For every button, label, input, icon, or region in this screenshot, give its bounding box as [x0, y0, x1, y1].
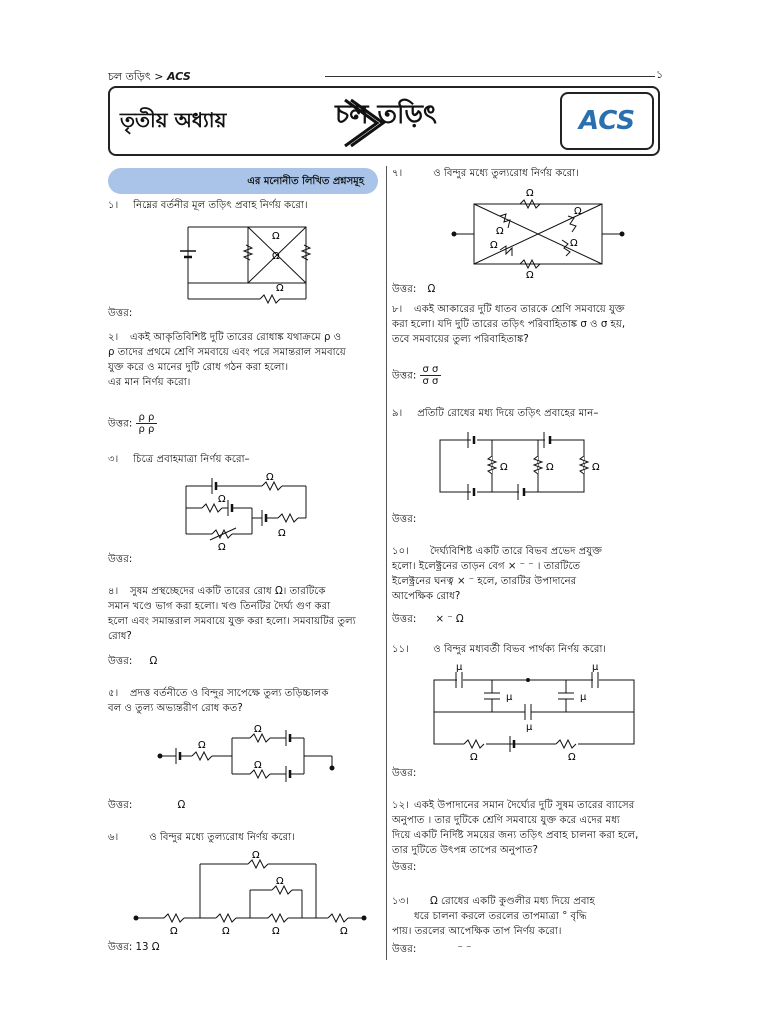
question-text: হলো। ইলেক্ট্রনের তাড়ন বেগ × ⁻ ⁻ । তারটিতে — [392, 561, 581, 572]
question-5 — [108, 686, 378, 716]
ohm-label: Ω — [490, 240, 498, 251]
fraction-denominator: σ σ — [422, 376, 439, 387]
question-13 — [392, 894, 662, 939]
answer-label: উত্তর: — [108, 656, 133, 667]
fraction-numerator: σ σ — [420, 364, 442, 376]
ohm-label: Ω — [170, 926, 178, 937]
question-text: তার দুটিতে উৎপন্ন তাপের অনুপাত? — [392, 845, 538, 856]
question-7 — [392, 166, 579, 181]
fraction-numerator: ρ ρ — [136, 412, 158, 424]
question-text: করা হলো। যদি দুটি তারের তড়িৎ পরিবাহিতাঙ্ক σ ও σ হয়, — [392, 319, 626, 330]
ohm-label: Ω — [278, 528, 286, 539]
micro-label: μ — [456, 662, 463, 673]
acs-mini-logo: ACS — [166, 70, 191, 83]
ohm-label: Ω — [252, 850, 260, 861]
question-text: নিম্নের বর্তনীর মূল তড়িৎ প্রবাহ নির্ণয় করো। — [133, 200, 308, 211]
breadcrumb: চল তড়িৎ > — [108, 70, 164, 83]
ohm-label: Ω — [222, 926, 230, 937]
answer-1: উত্তর: — [108, 308, 133, 319]
circuit-diagram-5 — [156, 726, 346, 786]
question-text: এর মান নির্ণয় করো। — [108, 377, 191, 388]
answer-label: উত্তর: — [392, 944, 417, 955]
circuit-diagram-1 — [180, 215, 320, 305]
ohm-label: Ω — [218, 494, 226, 505]
question-text: ইলেক্ট্রনের ঘনত্ব × ⁻ হলে, তারটির উপাদানের — [392, 576, 577, 587]
question-number: ১৩। — [392, 896, 409, 907]
question-text: রোধ? — [108, 631, 132, 642]
question-6 — [108, 830, 295, 845]
question-8 — [392, 302, 662, 347]
answer-label: উত্তর: — [108, 418, 133, 430]
question-number: ৩। — [108, 454, 119, 465]
micro-label: μ — [506, 692, 513, 703]
question-text: অনুপাত । তার দুটিকে শ্রেণি সমবায়ে যুক্ত করে এদের মধ্য — [392, 815, 620, 826]
ohm-label: Ω — [272, 231, 280, 242]
question-number: ৬। — [108, 832, 119, 843]
micro-label: μ — [580, 692, 587, 703]
ohm-label: Ω — [568, 752, 576, 763]
question-number: ৫। — [108, 688, 119, 699]
column-divider — [386, 166, 387, 960]
question-text: ও বিন্দুর মধ্যবর্তী বিভব পার্থক্য নির্ণয় করো। — [433, 644, 607, 655]
answer-label: উত্তর: — [392, 370, 417, 382]
answer-fraction — [136, 412, 158, 435]
ohm-label: Ω — [340, 926, 348, 937]
ohm-label: Ω — [266, 472, 274, 483]
chapter-label: তৃতীয় অধ্যায় — [120, 108, 227, 132]
answer-value: Ω — [427, 284, 436, 295]
ohm-label: Ω — [570, 238, 578, 249]
ohm-label: Ω — [276, 876, 284, 887]
ohm-label: Ω — [546, 462, 554, 473]
acs-logo-text: ACS — [578, 106, 636, 136]
answer-label: উত্তর: — [392, 284, 417, 295]
question-9 — [392, 406, 598, 421]
answer-value: Ω — [177, 800, 186, 811]
answer-label: উত্তর: — [392, 614, 417, 625]
question-10 — [392, 544, 662, 604]
answer-value: × ⁻ Ω — [435, 614, 464, 625]
answer-9: উত্তর: — [392, 514, 417, 525]
question-4 — [108, 584, 378, 644]
answer-8 — [392, 364, 441, 387]
question-text: একই উপাদানের সমান দৈর্ঘ্যের দুটি সুষম তারের ব্যাসের — [414, 800, 635, 811]
ohm-label: Ω — [500, 462, 508, 473]
ohm-label: Ω — [198, 740, 206, 751]
ohm-label: Ω — [470, 752, 478, 763]
question-text: Ω রোধের একটি কুণ্ডলীর মধ্য দিয়ে প্রবাহ — [430, 896, 595, 907]
circuit-diagram-3 — [182, 472, 322, 552]
ohm-label: Ω — [526, 188, 534, 199]
question-text: ও বিন্দুর মধ্যে তুল্যরোধ নির্ণয় করো। — [433, 168, 579, 179]
question-text: প্রদত্ত বর্তনীতে ও বিন্দুর সাপেক্ষে তুল্য তড়িচ্চালক — [130, 688, 329, 699]
answer-6: উত্তর: 13 Ω — [108, 942, 160, 953]
question-text: একই আকৃতিবিশিষ্ট দুটি তারের রোধাঙ্ক যথাক্রমে ρ ও — [130, 332, 342, 343]
question-number: ৯। — [392, 408, 403, 419]
question-number: ১। — [108, 200, 119, 211]
ohm-label: Ω — [574, 206, 582, 217]
ohm-label: Ω — [592, 462, 600, 473]
question-text: আপেক্ষিক রোধ? — [392, 591, 461, 602]
answer-value: ⁻ ⁻ — [457, 944, 472, 955]
question-number: ৮। — [392, 304, 403, 315]
question-text: ও বিন্দুর মধ্যে তুল্যরোধ নির্ণয় করো। — [149, 832, 295, 843]
question-text: দৈর্ঘ্যবিশিষ্ট একটি তারে বিভব প্রভেদ প্রযুক্ত — [430, 546, 603, 557]
answer-fraction — [420, 364, 442, 387]
question-number: ১২। — [392, 800, 409, 811]
question-3 — [108, 452, 250, 467]
question-text: ρ তাদের প্রথমে শ্রেণি সমবায়ে এবং পরে সমান্তরাল সমবায়ে — [108, 347, 346, 358]
question-number: ৪। — [108, 586, 119, 597]
answer-label: উত্তর: — [108, 800, 133, 811]
ohm-label: Ω — [526, 270, 534, 281]
chapter-title: চল তড়িৎ — [335, 100, 437, 130]
micro-label: μ — [526, 722, 533, 733]
answer-12: উত্তর: — [392, 862, 417, 873]
header-rule — [325, 76, 655, 77]
question-2 — [108, 330, 378, 390]
question-11 — [392, 642, 606, 657]
answer-2 — [108, 412, 157, 435]
ohm-label: Ω — [496, 226, 504, 237]
question-text: পায়। তরলের আপেক্ষিক তাপ নির্ণয় করো। — [392, 926, 562, 937]
ohm-label: Ω — [276, 283, 284, 294]
page-number: ১ — [656, 68, 664, 81]
question-12 — [392, 798, 662, 858]
question-text: তবে সমবায়ের তুল্য পরিবাহিতাঙ্ক? — [392, 334, 529, 345]
question-text: যুক্ত করে ও মানের দুটি রোধ গঠন করা হলো। — [108, 362, 289, 373]
question-text: হলো এবং সমান্তরাল সমবায়ে যুক্ত করা হলো। সমবায়টির তুল্য — [108, 616, 356, 627]
answer-4 — [108, 654, 157, 671]
answer-3: উত্তর: — [108, 554, 133, 565]
question-text: প্রতিটি রোধের মধ্য দিয়ে তড়িৎ প্রবাহের মান– — [417, 408, 599, 419]
answer-11: উত্তর: — [392, 768, 417, 779]
question-number: ১১। — [392, 644, 409, 655]
micro-label: μ — [592, 662, 599, 673]
circuit-diagram-11 — [430, 662, 640, 762]
question-text: দিয়ে একটি নির্দিষ্ট সময়ের জন্য তড়িৎ প্রবাহ চালনা করা হলে, — [392, 830, 639, 841]
circuit-diagram-7 — [450, 184, 630, 281]
question-text: বল ও তুল্য অভ্যন্তরীণ রোধ কত? — [108, 703, 243, 714]
question-text: চিত্রে প্রবাহমাত্রা নির্ণয় করো– — [133, 454, 250, 465]
answer-10 — [392, 612, 464, 629]
question-text: ধরে চালনা করলে তরলের তাপমাত্রা ° বৃদ্ধি — [414, 911, 587, 922]
running-header — [108, 68, 191, 87]
question-text: সুষম প্রস্থচ্ছেদের একটি তারের রোধ Ω। তারটিকে — [130, 586, 326, 597]
chapter-banner — [108, 86, 660, 156]
question-number: ৭। — [392, 168, 403, 179]
section-heading: এর মনোনীত লিখিত প্রশ্নসমূহ — [108, 168, 378, 194]
question-text: একই আকারের দুটি ধাতব তারকে শ্রেণি সমবায়ে যুক্ত — [414, 304, 625, 315]
question-1 — [108, 198, 308, 213]
ohm-label: Ω — [254, 724, 262, 735]
answer-5 — [108, 798, 185, 815]
answer-7 — [392, 282, 435, 299]
question-text: সমান খণ্ডে ভাগ করা হলো। খণ্ড তিনটির দৈর্ঘ্য গুণ করা — [108, 601, 331, 612]
question-number: ১০। — [392, 546, 409, 557]
fraction-denominator: ρ ρ — [138, 424, 155, 435]
acs-logo — [560, 92, 654, 150]
circuit-diagram-6 — [132, 848, 372, 942]
answer-value: Ω — [149, 656, 158, 667]
circuit-diagram-9 — [438, 432, 628, 498]
ohm-label: Ω — [272, 926, 280, 937]
ohm-label: Ω — [254, 760, 262, 771]
answer-13 — [392, 942, 472, 959]
question-number: ২। — [108, 332, 119, 343]
ohm-label: Ω — [272, 251, 280, 262]
ohm-label: Ω — [218, 542, 226, 553]
